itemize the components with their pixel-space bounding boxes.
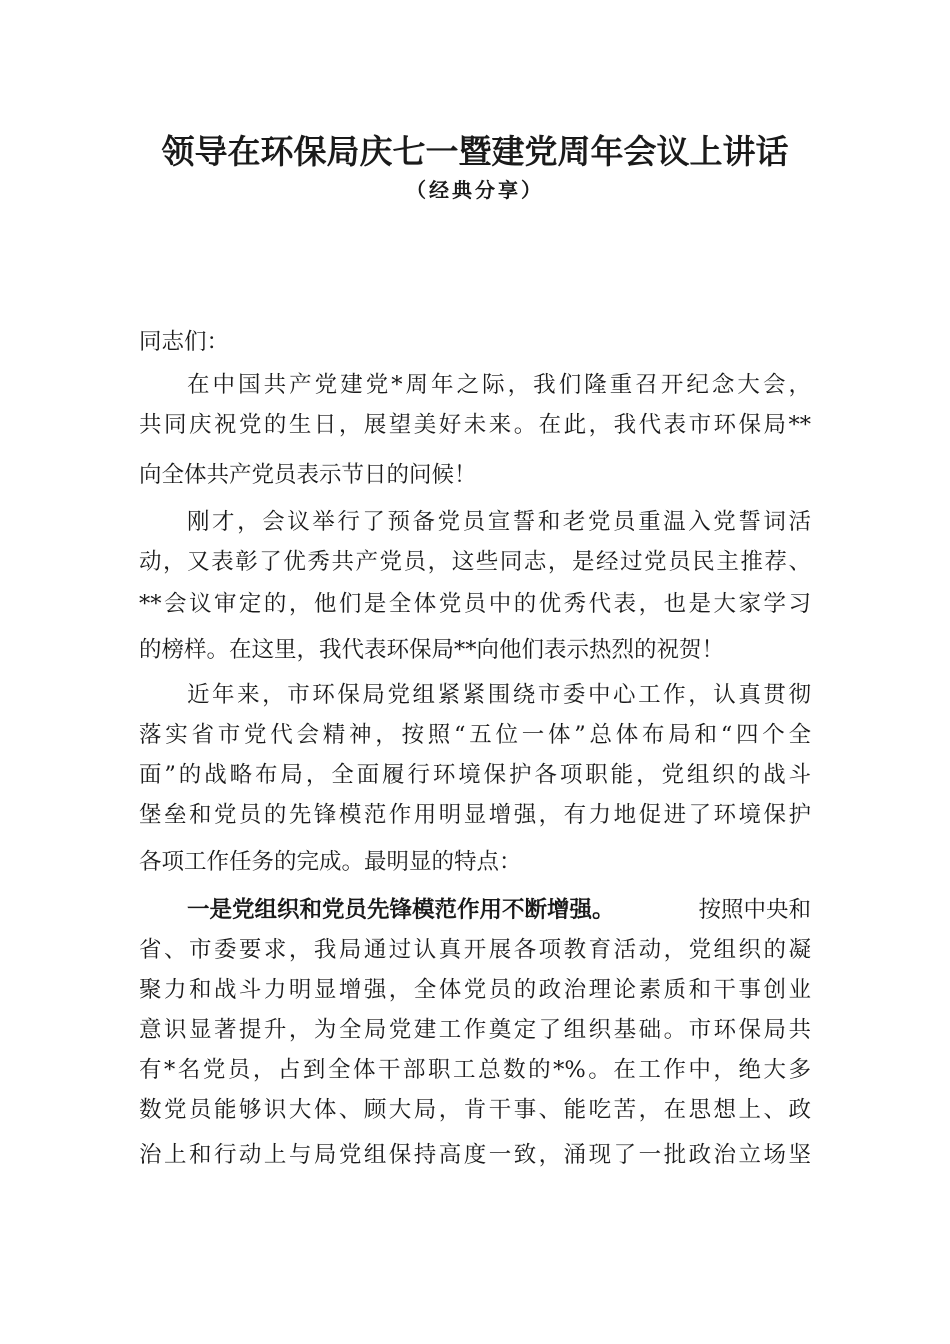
salutation: 同志们：: [139, 329, 230, 355]
paragraph-line: 动，又表彰了优秀共产党员，这些同志，是经过党员民主推荐、: [139, 549, 811, 575]
paragraph-line: 各项工作任务的完成。最明显的特点：: [139, 849, 522, 875]
paragraph-line: 面”的战略布局，全面履行环境保护各项职能，党组织的战斗: [139, 762, 811, 788]
paragraph-line: 省、市委要求，我局通过认真开展各项教育活动，党组织的凝: [139, 937, 811, 963]
point-one-heading: 一是党组织和党员先锋模范作用不断增强。: [187, 897, 615, 923]
paragraph-line: 聚力和战斗力明显增强，全体党员的政治理论素质和干事创业: [139, 977, 811, 1003]
paragraph-line: 近年来，市环保局党组紧紧围绕市委中心工作，认真贯彻: [187, 682, 811, 708]
paragraph-line: 的榜样。在这里，我代表环保局**向他们表示热烈的祝贺！: [139, 637, 725, 663]
paragraph-line: 共同庆祝党的生日，展望美好未来。在此，我代表市环保局**: [139, 412, 811, 438]
paragraph-text: 按照中央和: [698, 897, 811, 923]
paragraph-line: 数党员能够识大体、顾大局，肯干事、能吃苦，在思想上、政: [139, 1097, 811, 1123]
document-title: 领导在环保局庆七一暨建党周年会议上讲话: [161, 132, 789, 171]
paragraph-line: 有*名党员，占到全体干部职工总数的*%。在工作中，绝大多: [139, 1057, 811, 1083]
paragraph-line: 刚才，会议举行了预备党员宣誓和老党员重温入党誓词活: [187, 509, 811, 535]
paragraph-line: 治上和行动上与局党组保持高度一致，涌现了一批政治立场坚: [139, 1142, 811, 1168]
paragraph-line: 在中国共产党建党*周年之际，我们隆重召开纪念大会，: [187, 372, 811, 398]
paragraph-line: 落实省市党代会精神，按照“五位一体”总体布局和“四个全: [139, 722, 811, 748]
document-subtitle: （经典分享）: [406, 178, 544, 202]
paragraph-line: 向全体共产党员表示节日的问候！: [139, 462, 477, 488]
paragraph-line: 意识显著提升，为全局党建工作奠定了组织基础。市环保局共: [139, 1017, 811, 1043]
point-one-first-line: [187, 890, 811, 930]
paragraph-line: 堡垒和党员的先锋模范作用明显增强，有力地促进了环境保护: [139, 802, 811, 828]
paragraph-line: **会议审定的，他们是全体党员中的优秀代表，也是大家学习: [139, 591, 811, 617]
